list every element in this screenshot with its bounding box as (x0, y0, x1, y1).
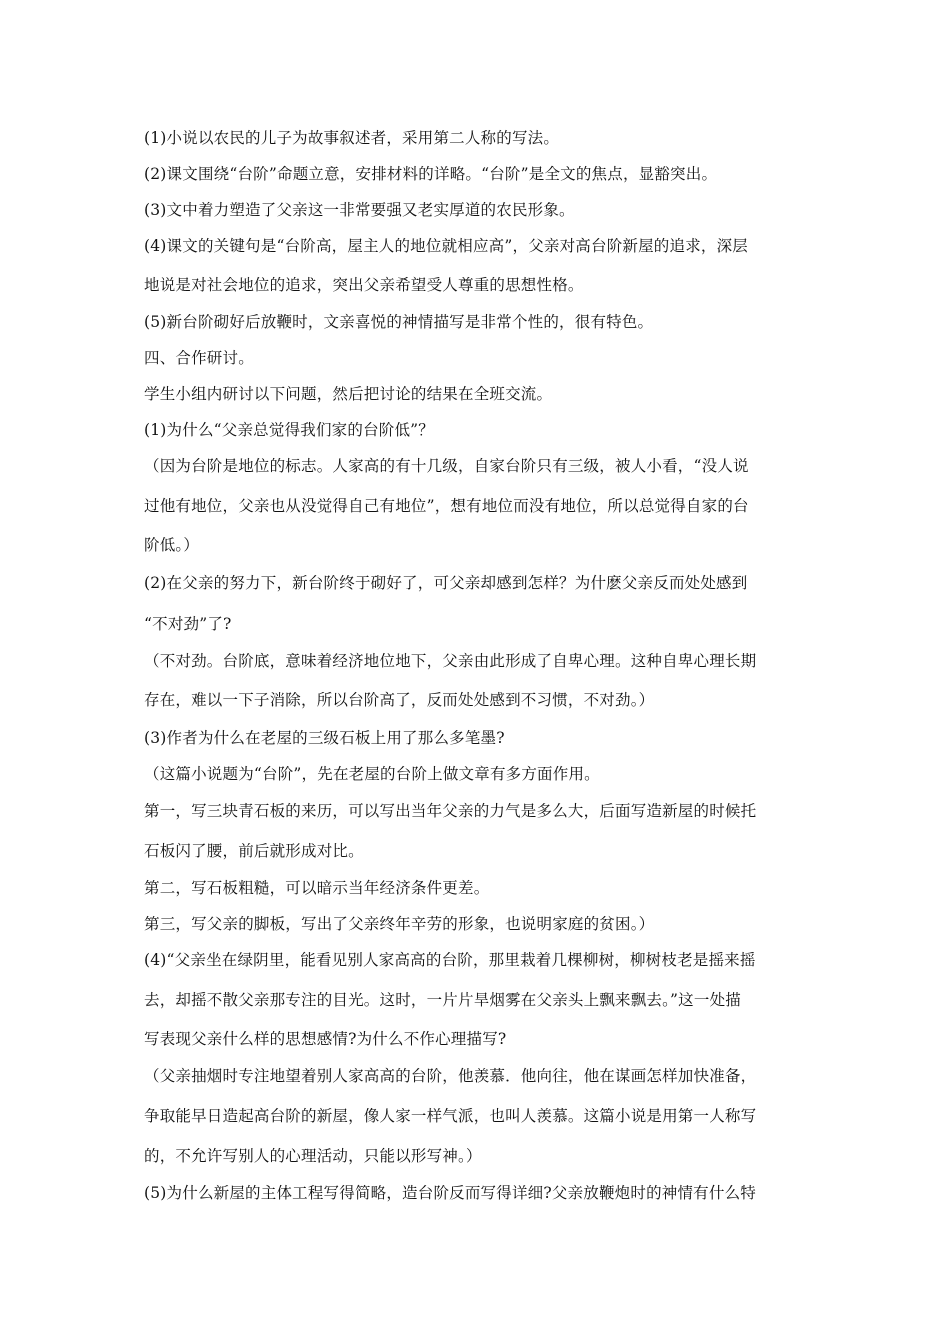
answer-line: （父亲抽烟时专注地望着别人家高高的台阶，他羡慕．他向往，他在谋画怎样加快准备， (144, 1067, 757, 1085)
answer-line: 阶低。） (144, 536, 200, 554)
list-item-3: (3)文中着力塑造了父亲这一非常要强又老实厚道的农民形象。 (144, 201, 575, 219)
answer-line: 石板闪了腰，前后就形成对比。 (144, 842, 364, 860)
list-item-2: (2)课文围绕“台阶”命题立意，安排材料的详略。“台阶”是全文的焦点，显豁突出。 (144, 165, 718, 183)
answer-line: （因为台阶是地位的标志。人家高的有十几级，自家台阶只有三级，被人小看，“没人说 (144, 457, 749, 475)
section-heading: 四、合作研讨。 (144, 349, 254, 367)
paragraph-line: 学生小组内研讨以下问题，然后把讨论的结果在全班交流。 (144, 385, 553, 403)
answer-line: （这篇小说题为“台阶”，先在老屋的台阶上做文章有多方面作用。 (144, 765, 600, 783)
answer-line: 过他有地位，父亲也从没觉得自己有地位”，想有地位而没有地位，所以总觉得自家的台 (144, 497, 749, 515)
question-4-continued: 写表现父亲什么样的思想感情?为什么不作心理描写? (144, 1030, 507, 1048)
question-3: (3)作者为什么在老屋的三级石板上用了那么多笔墨? (144, 729, 505, 747)
question-4-continued: 去，却摇不散父亲那专注的目光。这时，一片片旱烟雾在父亲头上飘来飘去。”这一处描 (144, 991, 741, 1009)
question-2: (2)在父亲的努力下，新台阶终于砌好了，可父亲却感到怎样？为什麽父亲反而处处感到 (144, 574, 748, 592)
question-5: (5)为什么新屋的主体工程写得简略，造台阶反而写得详细?父亲放鞭炮时的神情有什么特 (144, 1184, 756, 1202)
question-1: (1)为什么“父亲总觉得我们家的台阶低”？ (144, 421, 435, 439)
list-item-5: (5)新台阶砌好后放鞭时，文亲喜悦的神情描写是非常个性的，很有特色。 (144, 313, 654, 331)
answer-line: 存在，难以一下子消除，所以台阶高了，反而处处感到不习惯，不对劲。） (144, 691, 655, 709)
list-item-1: (1)小说以农民的儿子为故事叙述者，采用第二人称的写法。 (144, 129, 560, 147)
question-2-continued: “不对劲”了? (144, 615, 232, 633)
answer-line: 第二，写石板粗糙，可以暗示当年经济条件更差。 (144, 879, 490, 897)
answer-line: 第三，写父亲的脚板，写出了父亲终年辛劳的形象，也说明家庭的贫困。） (144, 915, 655, 933)
answer-line: 争取能早日造起高台阶的新屋，像人家一样气派，也叫人羡慕。这篇小说是用第一人称写 (144, 1107, 757, 1125)
answer-line: 的，不允许写别人的心理活动，只能以形写神。） (144, 1147, 482, 1165)
answer-line: 第一，写三块青石板的来历，可以写出当年父亲的力气是多么大，后面写造新屋的时候托 (144, 802, 757, 820)
answer-line: （不对劲。台阶底，意味着经济地位地下，父亲由此形成了自卑心理。这种自卑心理长期 (144, 652, 757, 670)
paragraph-line: 地说是对社会地位的追求，突出父亲希望受人尊重的思想性格。 (144, 276, 584, 294)
list-item-4: (4)课文的关键句是“台阶高，屋主人的地位就相应高”，父亲对高台阶新屋的追求，深层 (144, 237, 749, 255)
question-4: (4)“父亲坐在绿阴里，能看见别人家高高的台阶，那里栽着几棵柳树，柳树枝老是摇来摇 (144, 951, 756, 969)
